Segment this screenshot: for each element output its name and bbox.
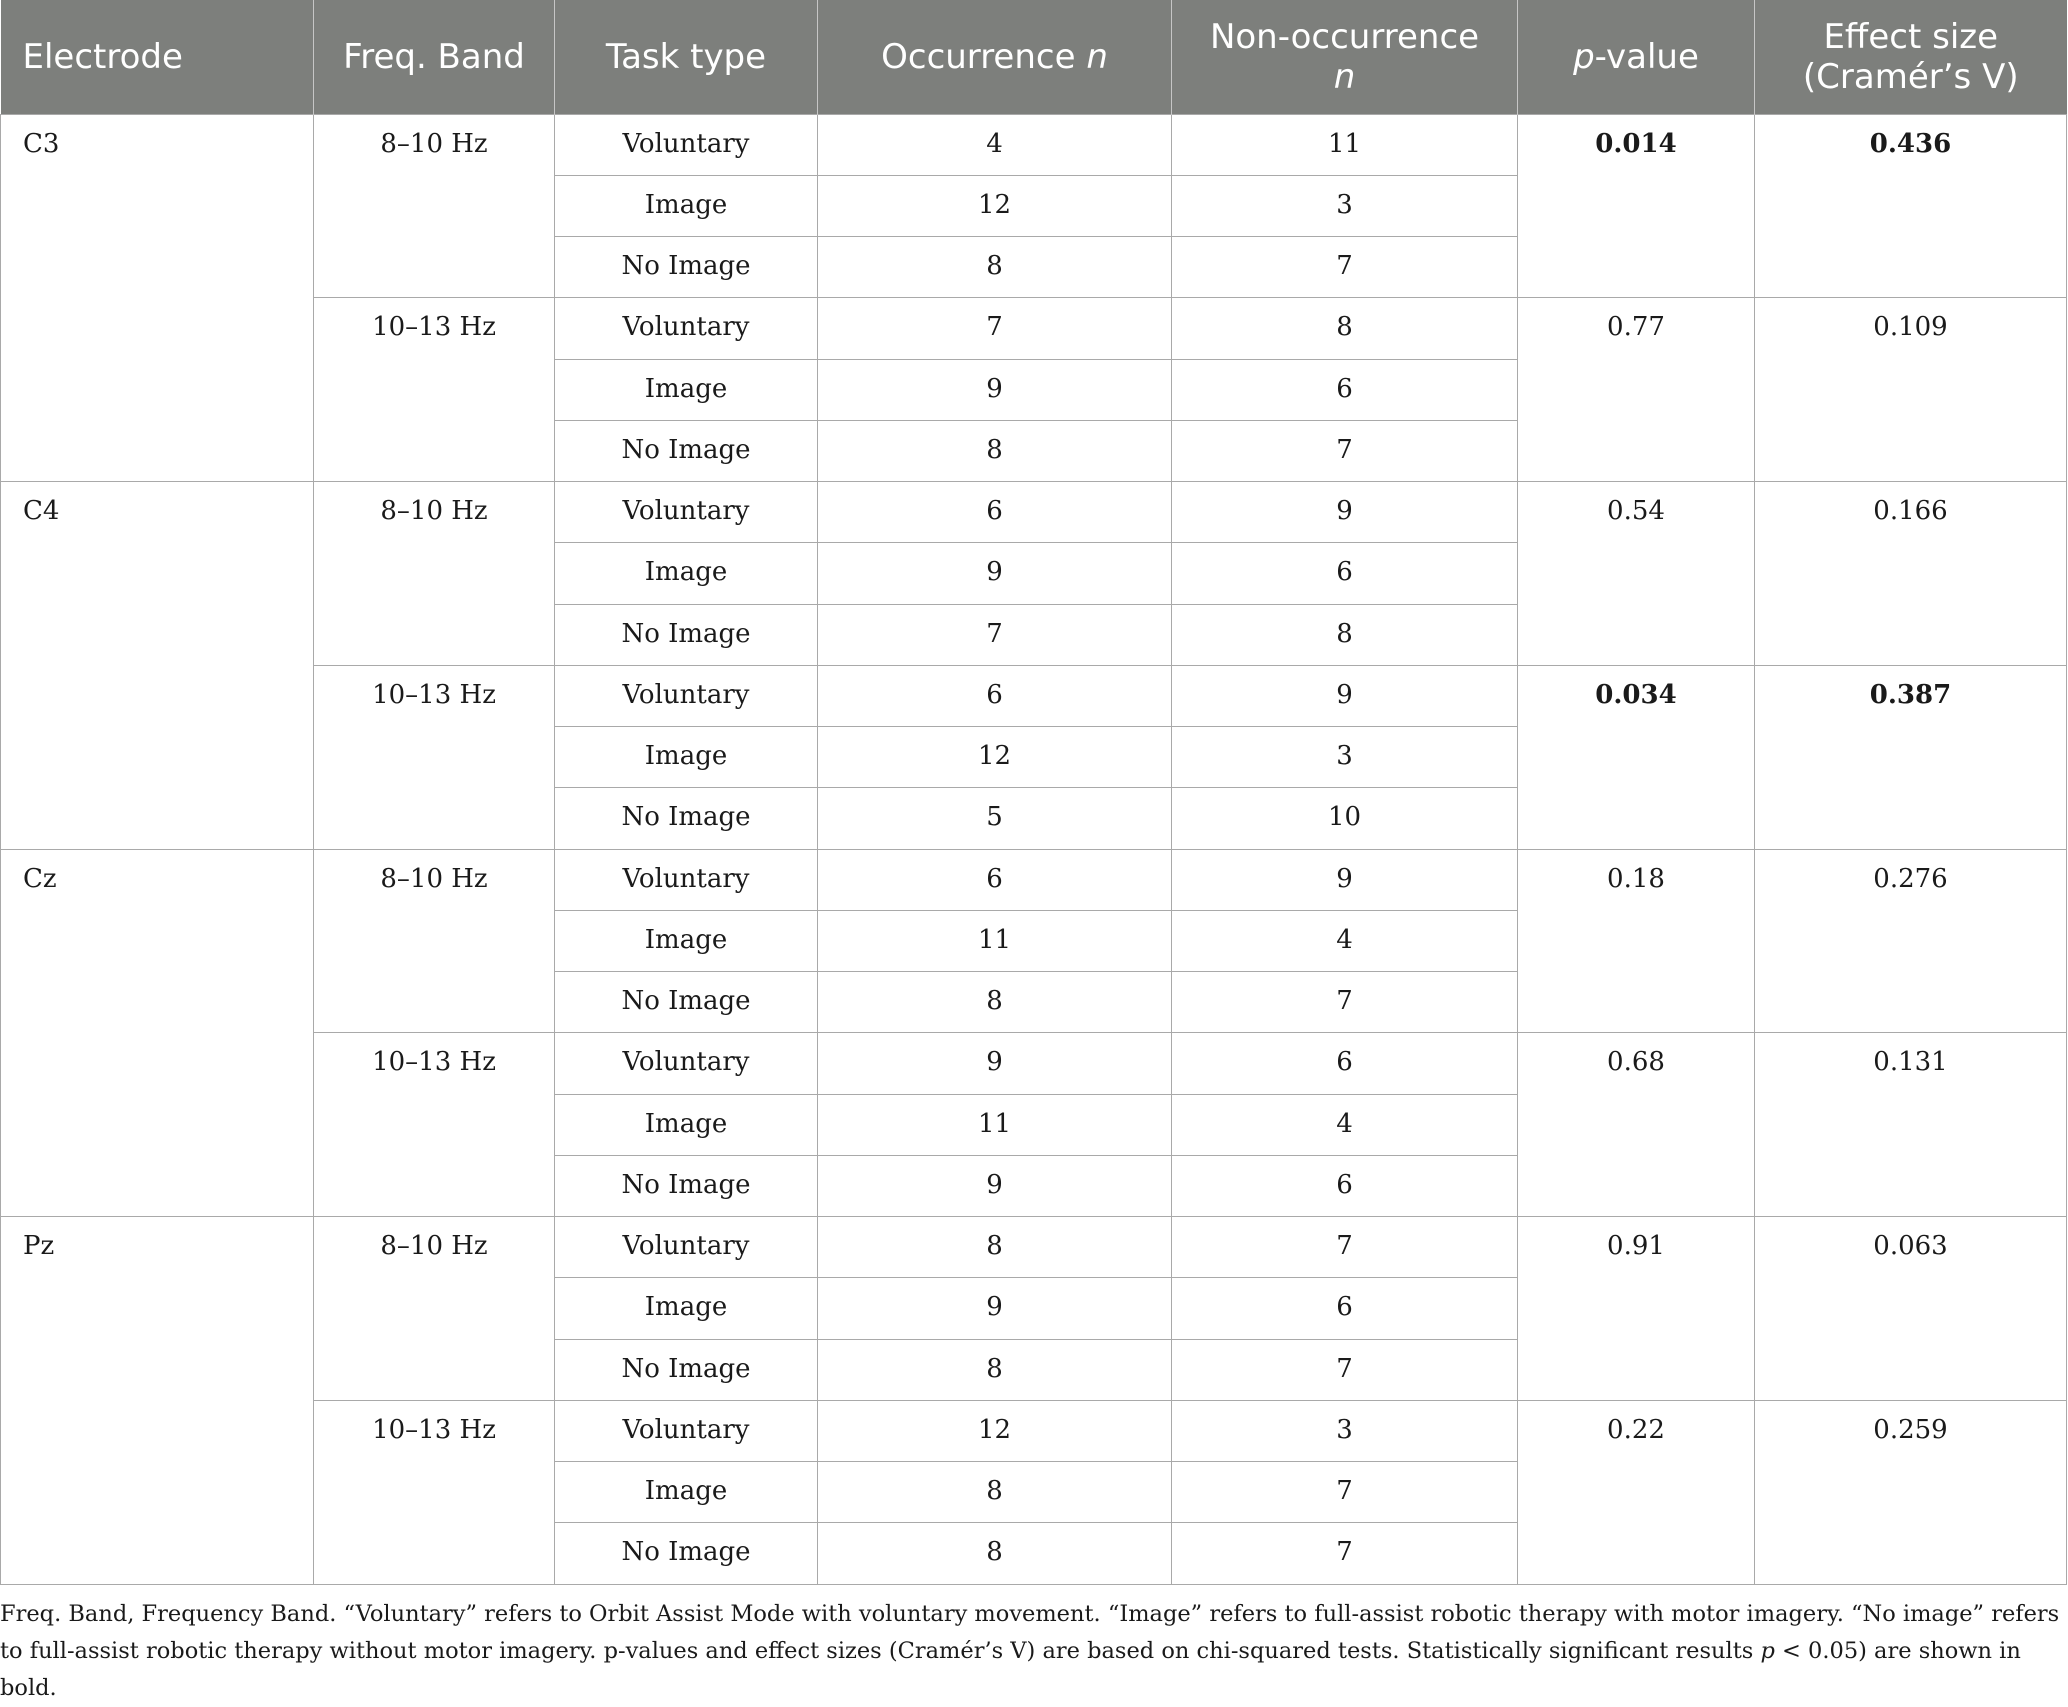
table-header <box>1 0 2067 114</box>
header-occurrence: Occurrence n <box>818 0 1172 114</box>
task-type-cell: No Image <box>555 237 818 298</box>
occurrence-cell: 6 <box>818 482 1172 543</box>
freq-band-cell: 10–13 Hz <box>314 298 555 482</box>
task-type-cell: No Image <box>555 1523 818 1584</box>
freq-band-cell: 8–10 Hz <box>314 482 555 666</box>
header-effect-size <box>1755 0 2067 114</box>
freq-band-cell: 10–13 Hz <box>314 1400 555 1584</box>
task-type-cell: No Image <box>555 1339 818 1400</box>
header-freq-band: Freq. Band <box>314 0 555 114</box>
task-type-cell: Voluntary <box>555 849 818 910</box>
header-effect-size-line2: (Cramér’s V) <box>1802 56 2019 97</box>
non-occurrence-cell: 7 <box>1172 1217 1518 1278</box>
p-value-cell: 0.68 <box>1518 1033 1755 1217</box>
non-occurrence-cell: 9 <box>1172 849 1518 910</box>
freq-band-cell: 8–10 Hz <box>314 849 555 1033</box>
header-task-type: Task type <box>555 0 818 114</box>
effect-size-cell: 0.131 <box>1755 1033 2067 1217</box>
occurrence-cell: 8 <box>818 420 1172 481</box>
task-type-cell: Image <box>555 910 818 971</box>
p-value-cell: 0.18 <box>1518 849 1755 1033</box>
non-occurrence-cell: 9 <box>1172 482 1518 543</box>
non-occurrence-cell: 9 <box>1172 665 1518 726</box>
non-occurrence-cell: 10 <box>1172 788 1518 849</box>
occurrence-cell: 8 <box>818 1523 1172 1584</box>
header-electrode: Electrode <box>1 0 314 114</box>
non-occurrence-cell: 4 <box>1172 910 1518 971</box>
task-type-cell: No Image <box>555 972 818 1033</box>
occurrence-cell: 12 <box>818 727 1172 788</box>
task-type-cell: Image <box>555 175 818 236</box>
table-row <box>1 849 2067 910</box>
task-type-cell: Image <box>555 727 818 788</box>
electrode-cell: Pz <box>1 1217 314 1585</box>
non-occurrence-cell: 7 <box>1172 1339 1518 1400</box>
header-p-value: p-value <box>1518 0 1755 114</box>
table-body <box>1 114 2067 1584</box>
task-type-cell: Image <box>555 1094 818 1155</box>
p-value-cell: 0.91 <box>1518 1217 1755 1401</box>
p-value-cell: 0.014 <box>1518 114 1755 298</box>
occurrence-cell: 12 <box>818 1400 1172 1461</box>
task-type-cell: Voluntary <box>555 1400 818 1461</box>
task-type-cell: Image <box>555 359 818 420</box>
effect-size-cell: 0.166 <box>1755 482 2067 666</box>
task-type-cell: No Image <box>555 1155 818 1216</box>
occurrence-cell: 9 <box>818 543 1172 604</box>
p-value-cell: 0.034 <box>1518 665 1755 849</box>
header-non-occurrence-line2: n <box>1333 56 1356 97</box>
task-type-cell: No Image <box>555 604 818 665</box>
non-occurrence-cell: 6 <box>1172 1155 1518 1216</box>
occurrence-cell: 8 <box>818 1339 1172 1400</box>
table-row <box>1 114 2067 175</box>
non-occurrence-cell: 7 <box>1172 420 1518 481</box>
non-occurrence-cell: 11 <box>1172 114 1518 175</box>
non-occurrence-cell: 3 <box>1172 1400 1518 1461</box>
task-type-cell: No Image <box>555 788 818 849</box>
effect-size-cell: 0.387 <box>1755 665 2067 849</box>
task-type-cell: No Image <box>555 420 818 481</box>
non-occurrence-cell: 7 <box>1172 1523 1518 1584</box>
effect-size-cell: 0.063 <box>1755 1217 2067 1401</box>
occurrence-cell: 12 <box>818 175 1172 236</box>
occurrence-cell: 4 <box>818 114 1172 175</box>
non-occurrence-cell: 6 <box>1172 1278 1518 1339</box>
effect-size-cell: 0.109 <box>1755 298 2067 482</box>
task-type-cell: Voluntary <box>555 665 818 726</box>
non-occurrence-cell: 6 <box>1172 359 1518 420</box>
p-value-cell: 0.77 <box>1518 298 1755 482</box>
occurrence-cell: 9 <box>818 1155 1172 1216</box>
non-occurrence-cell: 6 <box>1172 543 1518 604</box>
non-occurrence-cell: 3 <box>1172 727 1518 788</box>
header-row <box>1 0 2067 114</box>
occurrence-cell: 8 <box>818 1217 1172 1278</box>
non-occurrence-cell: 6 <box>1172 1033 1518 1094</box>
non-occurrence-cell: 8 <box>1172 298 1518 359</box>
non-occurrence-cell: 4 <box>1172 1094 1518 1155</box>
freq-band-cell: 8–10 Hz <box>314 114 555 298</box>
effect-size-cell: 0.436 <box>1755 114 2067 298</box>
task-type-cell: Voluntary <box>555 298 818 359</box>
occurrence-cell: 8 <box>818 1462 1172 1523</box>
freq-band-cell: 10–13 Hz <box>314 1033 555 1217</box>
task-type-cell: Image <box>555 1278 818 1339</box>
occurrence-cell: 6 <box>818 849 1172 910</box>
task-type-cell: Voluntary <box>555 482 818 543</box>
header-non-occurrence <box>1172 0 1518 114</box>
task-type-cell: Voluntary <box>555 114 818 175</box>
non-occurrence-cell: 8 <box>1172 604 1518 665</box>
occurrence-cell: 8 <box>818 237 1172 298</box>
occurrence-cell: 7 <box>818 298 1172 359</box>
electrode-cell: Cz <box>1 849 314 1217</box>
table-row <box>1 1217 2067 1278</box>
task-type-cell: Voluntary <box>555 1033 818 1094</box>
occurrence-cell: 9 <box>818 1278 1172 1339</box>
header-effect-size-line1: Effect size <box>1823 16 1999 57</box>
occurrence-cell: 9 <box>818 359 1172 420</box>
electrode-cell: C3 <box>1 114 314 482</box>
electrode-cell: C4 <box>1 482 314 850</box>
occurrence-cell: 5 <box>818 788 1172 849</box>
p-value-cell: 0.22 <box>1518 1400 1755 1584</box>
occurrence-cell: 11 <box>818 1094 1172 1155</box>
occurrence-cell: 7 <box>818 604 1172 665</box>
non-occurrence-cell: 7 <box>1172 237 1518 298</box>
freq-band-cell: 8–10 Hz <box>314 1217 555 1401</box>
occurrence-cell: 8 <box>818 972 1172 1033</box>
freq-band-cell: 10–13 Hz <box>314 665 555 849</box>
header-non-occurrence-line1: Non-occurrence <box>1209 16 1480 57</box>
table-row <box>1 482 2067 543</box>
effect-size-cell: 0.259 <box>1755 1400 2067 1584</box>
task-type-cell: Image <box>555 1462 818 1523</box>
non-occurrence-cell: 7 <box>1172 1462 1518 1523</box>
occurrence-cell: 6 <box>818 665 1172 726</box>
table-footnote: Freq. Band, Frequency Band. “Voluntary” refers to Orbit Assist Mode with voluntary movement. “Image” refers to full-assist robotic therapy with motor imagery. “No image” refers to full-assist robotic therapy without motor imagery. p-values and effect sizes (Cramér’s V) are based on chi-squared tests. Statistically significant results p < 0.05) are shown in bold. <box>0 1601 2060 1701</box>
p-value-cell: 0.54 <box>1518 482 1755 666</box>
effect-size-cell: 0.276 <box>1755 849 2067 1033</box>
non-occurrence-cell: 3 <box>1172 175 1518 236</box>
occurrence-cell: 11 <box>818 910 1172 971</box>
occurrence-cell: 9 <box>818 1033 1172 1094</box>
task-type-cell: Image <box>555 543 818 604</box>
non-occurrence-cell: 7 <box>1172 972 1518 1033</box>
task-type-cell: Voluntary <box>555 1217 818 1278</box>
